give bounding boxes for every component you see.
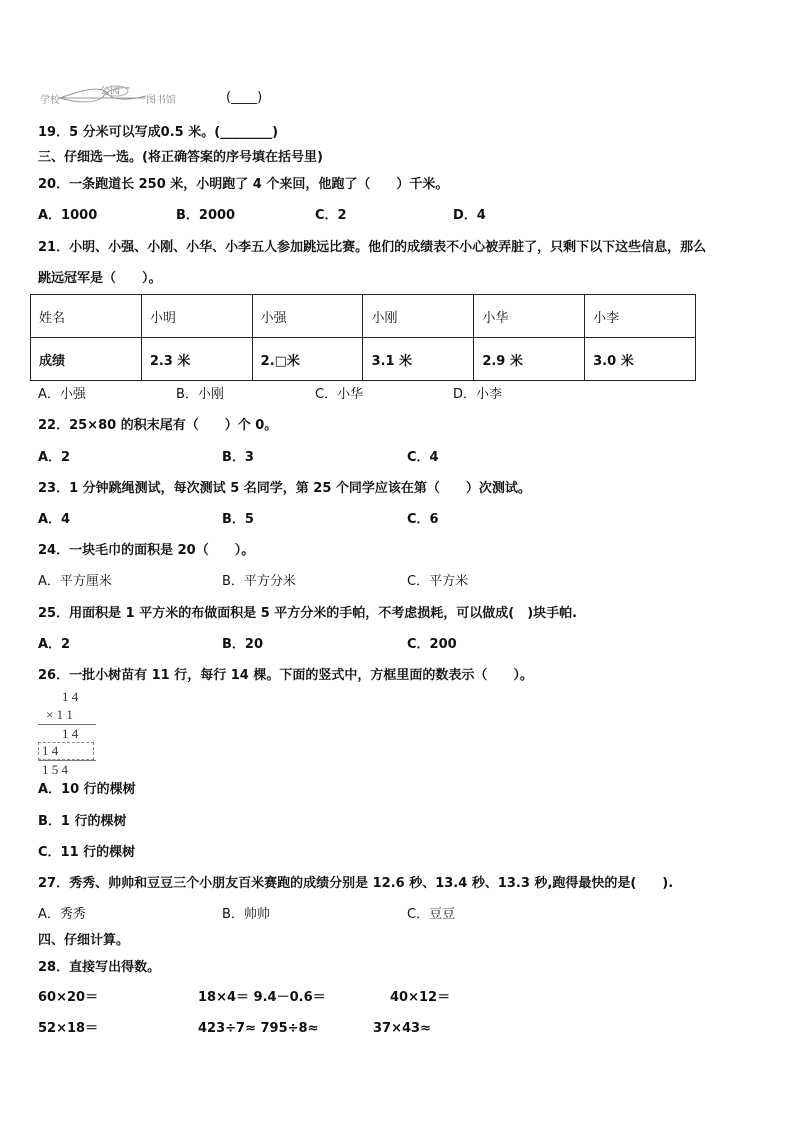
question-21-stem-line1: 21．小明、小强、小刚、小华、小李五人参加跳远比赛。他们的成绩表不小心被弄脏了，只剩下以下这些信息，那么 — [38, 240, 707, 255]
table-cell: 小刚 — [363, 295, 474, 338]
question-19: 19．5 分米可以写成0.5 米。(________) — [38, 125, 279, 140]
q20-option-d: D．4 — [453, 208, 486, 223]
table-cell: 3.0 米 — [585, 338, 696, 381]
q25-option-a: A．2 — [38, 637, 71, 652]
question-21-stem-line2: 跳远冠军是（ ）。 — [38, 271, 162, 286]
question-20-stem: 20．一条跑道长 250 米，小明跑了 4 个来回，他跑了（ ）千米。 — [38, 177, 449, 192]
table-row-names — [31, 295, 696, 338]
question-25-stem: 25．用面积是 1 平方米的布做面积是 5 平方分米的手帕，不考虑损耗，可以做成( )块手帕. — [38, 606, 578, 621]
table-cell: 小李 — [585, 295, 696, 338]
q26-option-a: A．10 行的棵树 — [38, 782, 136, 797]
table-cell: 小华 — [474, 295, 585, 338]
table-cell: 姓名 — [31, 295, 142, 338]
table-cell: 2.9 米 — [474, 338, 585, 381]
q24-option-b: B．平方分米 — [222, 574, 296, 589]
table-cell: 小明 — [141, 295, 252, 338]
calc-item: 423÷7≈ 795÷8≈ — [198, 1021, 319, 1036]
calc-item: 60×20＝ — [38, 990, 99, 1005]
q21-option-a: A．小强 — [38, 387, 86, 402]
calc-item: 18×4＝ 9.4－0.6＝ — [198, 990, 326, 1005]
question-26-stem: 26．一批小树苗有 11 行，每行 14 棵。下面的竖式中，方框里面的数表示（ ）。 — [38, 668, 533, 683]
q20-option-b: B．2000 — [176, 208, 236, 223]
table-cell: 2.□米 — [252, 338, 363, 381]
q21-option-c: C．小华 — [315, 387, 364, 402]
q23-option-a: A．4 — [38, 512, 71, 527]
table-cell: 2.3 米 — [141, 338, 252, 381]
section-4-heading: 四、仔细计算。 — [38, 933, 130, 948]
q24-option-c: C．平方米 — [407, 574, 469, 589]
diagram-answer-blank: (____) — [226, 90, 263, 105]
table-cell: 成绩 — [31, 338, 142, 381]
vertical-row-partial-1: 1 4 — [62, 726, 79, 741]
q23-option-c: C．6 — [407, 512, 439, 527]
vertical-row-partial-2: 1 4 — [42, 743, 59, 758]
calc-item: 52×18＝ — [38, 1021, 99, 1036]
q22-option-b: B．3 — [222, 450, 254, 465]
question-27-stem: 27．秀秀、帅帅和豆豆三个小朋友百米赛跑的成绩分别是 12.6 秒、13.4 秒、13.3 秒,跑得最快的是( ). — [38, 876, 674, 891]
vertical-row-multiplicand: 1 4 — [62, 689, 79, 704]
school-label: 学校 — [40, 95, 60, 106]
q25-option-b: B．20 — [222, 637, 263, 652]
q21-option-b: B．小刚 — [176, 387, 224, 402]
q24-option-a: A．平方厘米 — [38, 574, 112, 589]
long-jump-score-table — [30, 294, 696, 381]
q23-option-b: B．5 — [222, 512, 254, 527]
q27-option-c: C．豆豆 — [407, 907, 456, 922]
table-row-scores — [31, 338, 696, 381]
question-24-stem: 24．一块毛巾的面积是 20（ ）。 — [38, 543, 255, 558]
q21-option-d: D．小李 — [453, 387, 503, 402]
q22-option-c: C．4 — [407, 450, 439, 465]
question-23-stem: 23．1 分钟跳绳测试，每次测试 5 名同学，第 25 个同学应该在第（ ）次测试。 — [38, 481, 531, 496]
q20-option-c: C．2 — [315, 208, 347, 223]
calc-item: 37×43≈ — [373, 1021, 431, 1036]
table-cell: 3.1 米 — [363, 338, 474, 381]
q26-option-b: B．1 行的棵树 — [38, 814, 127, 829]
library-label: 图书馆 — [146, 95, 176, 106]
vertical-divider — [38, 760, 96, 761]
table-cell: 小强 — [252, 295, 363, 338]
section-3-heading: 三、仔细选一选。(将正确答案的序号填在括号里) — [38, 150, 323, 165]
q20-option-a: A．1000 — [38, 208, 98, 223]
route-lines — [58, 84, 148, 108]
question-22-stem: 22．25×80 的积末尾有（ ）个 0。 — [38, 418, 278, 433]
q27-option-b: B．帅帅 — [222, 907, 270, 922]
q26-option-c: C．11 行的棵树 — [38, 845, 136, 860]
vertical-row-product: 1 5 4 — [42, 762, 68, 777]
vertical-row-multiplier: × 1 1 — [46, 707, 73, 722]
question-28-stem: 28．直接写出得数。 — [38, 960, 161, 975]
q27-option-a: A．秀秀 — [38, 907, 86, 922]
vertical-divider — [38, 724, 96, 725]
q25-option-c: C．200 — [407, 637, 457, 652]
calc-item: 40×12＝ — [390, 990, 451, 1005]
park-label: 公园 — [100, 86, 120, 97]
q22-option-a: A．2 — [38, 450, 71, 465]
